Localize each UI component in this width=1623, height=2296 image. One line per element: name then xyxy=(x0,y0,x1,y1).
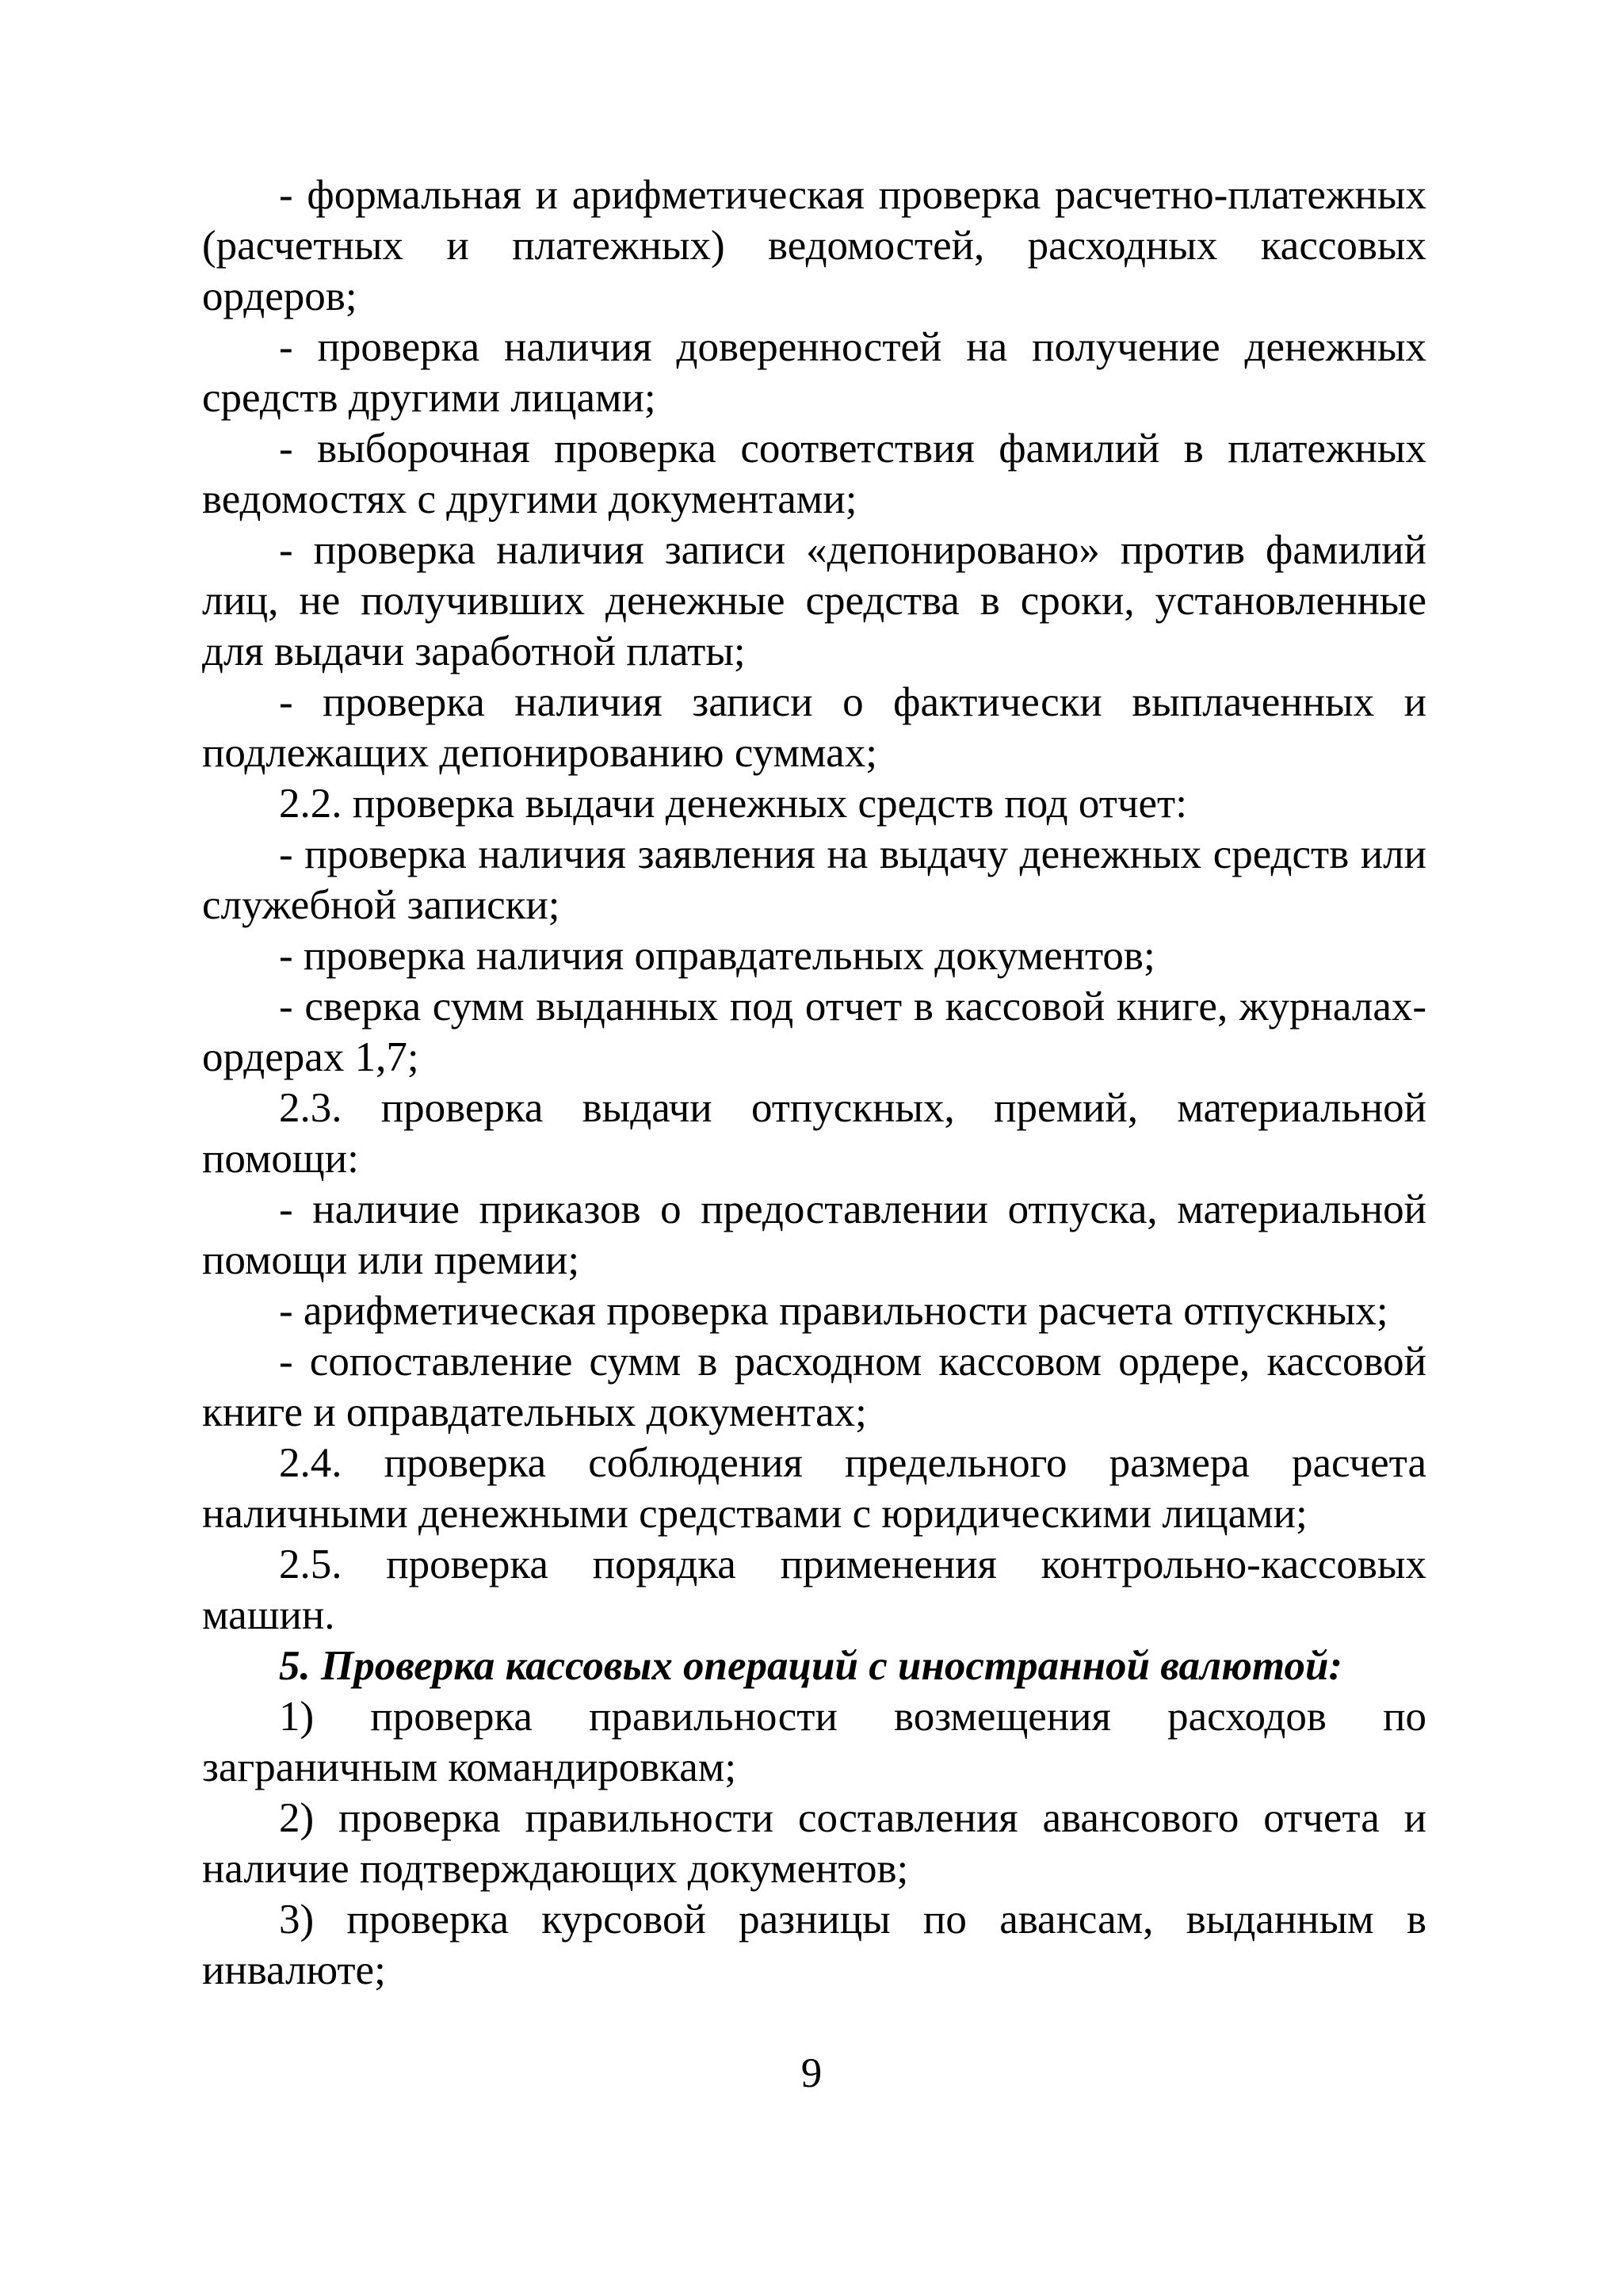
section-heading: 5. Проверка кассовых операций с иностранной валютой: xyxy=(279,1643,1343,1689)
paragraph: - наличие приказов о предоставлении отпуска, материальной помощи или премии; xyxy=(202,1186,1426,1283)
paragraph: 2.3. проверка выдачи отпускных, премий, материальной помощи: xyxy=(202,1085,1426,1182)
paragraph: 2) проверка правильности составления авансового отчета и наличие подтверждающих документов; xyxy=(202,1795,1426,1892)
paragraph: - проверка наличия записи о фактически выплаченных и подлежащих депонированию суммах; xyxy=(202,679,1426,776)
page-body xyxy=(202,170,1426,1996)
paragraph: - проверка наличия оправдательных документов; xyxy=(279,933,1155,979)
paragraph: - сопоставление сумм в расходном кассовом ордере, кассовой книге и оправдательных документах; xyxy=(202,1339,1426,1435)
paragraph: 2.2. проверка выдачи денежных средств под отчет: xyxy=(279,781,1187,827)
paragraph: - арифметическая проверка правильности расчета отпускных; xyxy=(279,1288,1388,1334)
paragraph: 3) проверка курсовой разницы по авансам, выданным в инвалюте; xyxy=(202,1897,1426,1993)
paragraph: - проверка наличия заявления на выдачу денежных средств или служебной записки; xyxy=(202,831,1426,928)
page-number: 9 xyxy=(800,2050,823,2096)
paragraph: 2.4. проверка соблюдения предельного размера расчета наличными денежными средствами с юридическими лицами; xyxy=(202,1440,1426,1537)
paragraph: - проверка наличия записи «депонировано» против фамилий лиц, не получивших денежные средства в сроки, установленные для выдачи заработной платы; xyxy=(202,527,1426,674)
paragraph: - формальная и арифметическая проверка расчетно-платежных (расчетных и платежных) ведомостей, расходных кассовых ордеров; xyxy=(202,172,1426,319)
paragraph: - выборочная проверка соответствия фамилий в платежных ведомостях с другими документами; xyxy=(202,426,1426,522)
paragraph: - сверка сумм выданных под отчет в кассовой книге, журналах-ордерах 1,7; xyxy=(202,984,1426,1080)
paragraph: 2.5. проверка порядка применения контрольно-кассовых машин. xyxy=(202,1541,1426,1638)
paragraph: 1) проверка правильности возмещения расходов по заграничным командировкам; xyxy=(202,1694,1426,1790)
paragraph: - проверка наличия доверенностей на получение денежных средств другими лицами; xyxy=(202,324,1426,421)
